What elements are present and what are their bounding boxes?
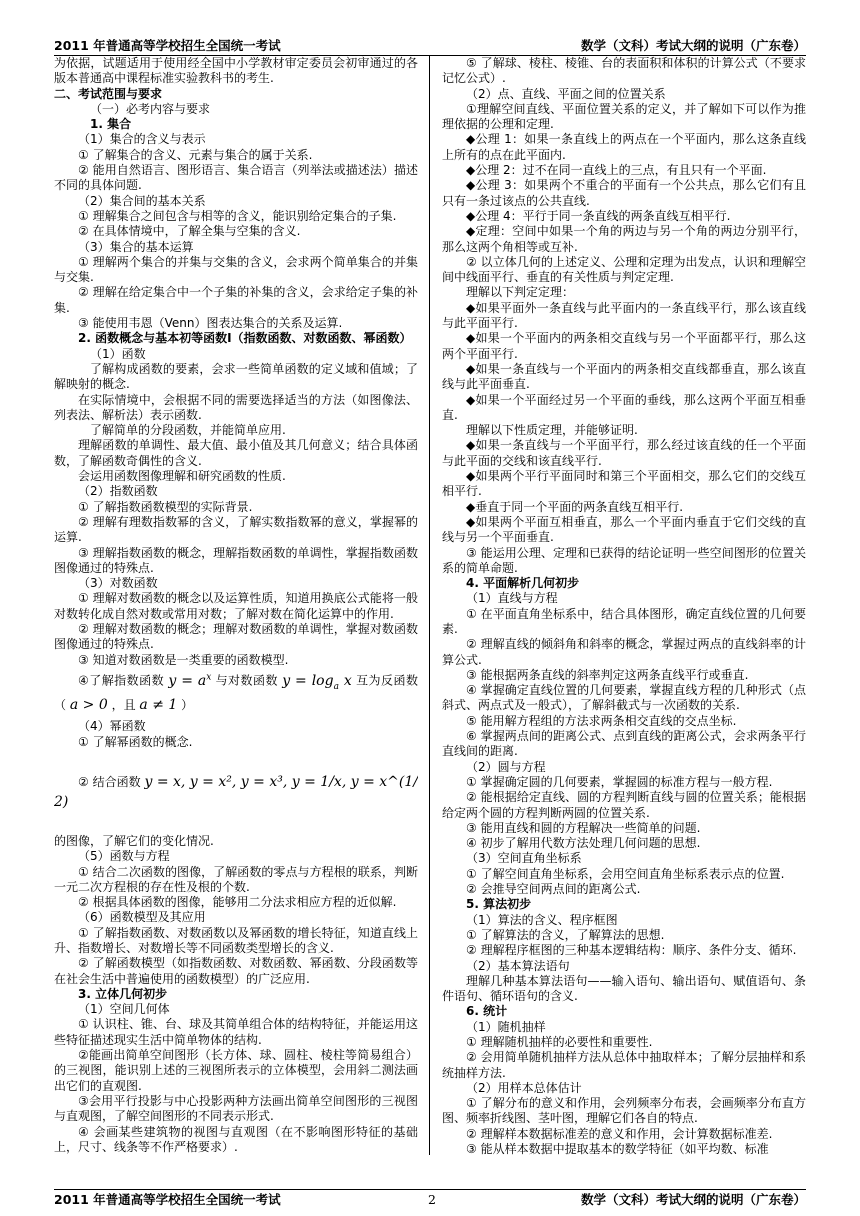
paragraph: ◆公理 2：过不在同一直线上的三点，有且只有一个平面.	[466, 163, 767, 178]
paragraph: ◆公理 4：平行于同一条直线的两条直线互相平行.	[466, 208, 731, 223]
header-left-title: 2011 年普通高等学校招生全国统一考试	[54, 38, 281, 53]
paragraph: ◆垂直于同一个平面的两条直线互相平行.	[466, 499, 684, 514]
paragraph: ② 根据具体函数的图像，能够用二分法求相应方程的近似解.	[78, 895, 397, 910]
section-heading: 二、考试范围与要求	[54, 86, 163, 101]
page-header	[54, 37, 806, 55]
formula-power-functions: y = x, y = x², y = x³, y = 1/x, y = x^(1/2)	[54, 773, 418, 810]
paragraph: ① 掌握确定圆的几何要素，掌握圆的标准方程与一般方程.	[466, 774, 773, 789]
paragraph: （1）空间几何体	[78, 1002, 170, 1017]
paragraph: ◆如果平面外一条直线与此平面内的一条直线平行，那么该直线与此平面平行.	[442, 300, 806, 331]
paragraph: （一）必考内容与要求	[90, 101, 211, 116]
paragraph: ◆定理：空间中如果一个角的两边与另一个角的两边分别平行，那么这两个角相等或互补.	[442, 224, 806, 254]
header-right-title: 数学（文科）考试大纲的说明（广东卷）	[580, 38, 806, 53]
right-column	[442, 56, 806, 1156]
paragraph: （1）随机抽样	[466, 1019, 546, 1034]
paragraph: ①理解空间直线、平面位置关系的定义，并了解如下可以作为推理依据的公理和定理.	[442, 101, 806, 132]
paragraph: 在实际情境中，会根据不同的需要选择适当的方法（如图像法、列表法、解析法）表示函数.	[54, 392, 418, 422]
paragraph: ① 了解指数函数、对数函数以及幂函数的增长特征，知道直线上升、指数增长、对数增长等不同函数类型增长的含义.	[54, 925, 418, 955]
paragraph: ② 理解在给定集合中一个子集的补集的含义，会求给定子集的补集.	[54, 285, 418, 315]
paragraph: ◆如果一条直线与一个平面平行，那么经过该直线的任一个平面与此平面的交线和该直线平行.	[442, 438, 806, 468]
paragraph: ⑤ 了解球、棱柱、棱锥、台的表面积和体积的计算公式（不要求记忆公式）.	[442, 56, 806, 86]
paragraph: ④ 掌握确定直线位置的几何要素，掌握直线方程的几种形式（点斜式、两点式及一般式），了解斜截式与一次函数的关系.	[442, 683, 806, 713]
paragraph: 理解几种基本算法语句——输入语句、输出语句、赋值语句、条件语句、循环语句的含义.	[442, 973, 806, 1004]
text-segment: 与对数函数	[215, 673, 278, 688]
footer-left-title: 2011 年普通高等学校招生全国统一考试	[54, 1192, 281, 1207]
paragraph: ③ 能从样本数据中提取基本的数学特征（如平均数、标准	[466, 1142, 769, 1156]
paragraph: ◆如果一个平面内的两条相交直线与另一个平面都平行，那么这两个平面平行.	[442, 331, 806, 361]
paragraph: ② 会推导空间两点间的距离公式.	[466, 882, 641, 897]
paragraph: 为依据，试题适用于使用经全国中小学教材审定委员会初审通过的各版本普通高中课程标准实验教科书的考生.	[54, 56, 418, 86]
paragraph: ② 会用简单随机抽样方法从总体中抽取样本；了解分层抽样和系统抽样方法.	[442, 1050, 806, 1080]
paragraph: ① 了解算法的含义，了解算法的思想.	[466, 927, 665, 942]
paragraph: ① 认识柱、锥、台、球及其简单组合体的结构特征，并能运用这些特征描述现实生活中简单物体的结构.	[54, 1017, 418, 1047]
paragraph-inverse-function	[54, 668, 418, 715]
formula-condition-not-one: a ≠ 1	[139, 697, 178, 714]
paragraph: ③会用平行投影与中心投影两种方法画出简单空间图形的三视图与直观图，了解空间图形的不同表示形式.	[54, 1093, 418, 1124]
text-segment: ，且	[111, 698, 136, 713]
paragraph: 了解构成函数的要素，会求一些简单函数的定义域和值域；了解映射的概念.	[54, 361, 418, 392]
section-heading: 5. 算法初步	[466, 897, 532, 912]
paragraph: （3）空间直角坐标系	[466, 851, 582, 866]
paragraph: ③ 理解指数函数的概念，理解指数函数的单调性，掌握指数函数图像通过的特殊点.	[54, 545, 418, 575]
paragraph: ◆如果两个平行平面同时和第三个平面相交，那么它们的交线互相平行.	[442, 469, 806, 499]
paragraph: （4）幂函数	[78, 719, 146, 734]
text-segment: ② 结合函数	[78, 774, 141, 789]
text-segment: 互为反函数（	[54, 673, 418, 713]
paragraph: ② 理解程序框图的三种基本逻辑结构：顺序、条件分支、循环.	[466, 943, 797, 958]
paragraph: ③ 知道对数函数是一类重要的函数模型.	[78, 652, 289, 667]
paragraph: ② 能用自然语言、图形语言、集合语言（列举法或描述法）描述不同的具体问题.	[54, 163, 418, 193]
paragraph: ② 能根据给定直线、圆的方程判断直线与圆的位置关系；能根据给定两个圆的方程判断两圆的位置关系.	[442, 790, 806, 820]
paragraph: ① 了解指数函数模型的实际背景.	[78, 499, 253, 514]
paragraph: ◆如果一个平面经过另一个平面的垂线，那么这两个平面互相垂直.	[442, 392, 806, 422]
formula-condition-positive: a > 0	[69, 697, 108, 714]
text-segment: ）	[181, 698, 194, 713]
section-heading: 3. 立体几何初步	[78, 986, 168, 1001]
section-heading: 6. 统计	[466, 1004, 508, 1019]
paragraph: （2）点、直线、平面之间的位置关系	[466, 86, 666, 101]
paragraph: ① 了解分布的意义和作用，会列频率分布表，会画频率分布直方图、频率折线图、茎叶图，理解它们各自的特点.	[442, 1096, 806, 1126]
paragraph: ③ 能运用公理、定理和已获得的结论证明一些空间图形的位置关系的简单命题.	[442, 545, 806, 575]
text-segment: ④了解指数函数	[78, 673, 165, 688]
paragraph: 理解以下判定定理：	[466, 285, 575, 300]
paragraph: （2）集合间的基本关系	[78, 193, 206, 208]
formula-logarithm: $y = \log_a x$	[282, 672, 352, 692]
paragraph: ② 在具体情境中，了解全集与空集的含义.	[78, 224, 301, 239]
paragraph: （1）集合的含义与表示	[78, 132, 206, 147]
paragraph: ③ 能使用韦恩（Venn）图表达集合的关系及运算.	[78, 316, 343, 331]
paragraph: （1）算法的含义、程序框图	[466, 912, 618, 927]
paragraph: ① 在平面直角坐标系中，结合具体图形，确定直线位置的几何要素.	[442, 606, 806, 636]
paragraph: ② 理解有理数指数幂的含义，了解实数指数幂的意义，掌握幂的运算.	[54, 514, 418, 545]
paragraph: ② 了解函数模型（如指数函数、对数函数、幂函数、分段函数等在社会生活中普遍使用的函数模型）的广泛应用.	[54, 956, 418, 986]
paragraph: ◆公理 3：如果两个不重合的平面有一个公共点，那么它们有且只有一条过该点的公共直线.	[442, 178, 806, 208]
paragraph: ① 理解对数函数的概念以及运算性质，知道用换底公式能将一般对数转化成自然对数或常用对数；了解对数在简化运算中的作用.	[54, 591, 418, 621]
footer-rule	[54, 1189, 806, 1190]
page-number: 2	[428, 1192, 436, 1207]
paragraph: ② 理解直线的倾斜角和斜率的概念，掌握过两点的直线斜率的计算公式.	[442, 637, 806, 667]
paragraph: ① 理解两个集合的并集与交集的含义，会求两个简单集合的并集与交集.	[54, 254, 418, 285]
paragraph: （2）指数函数	[78, 484, 158, 499]
paragraph: ① 了解集合的含义、元素与集合的属于关系.	[78, 147, 313, 162]
paragraph: ③ 能根据两条直线的斜率判定这两条直线平行或垂直.	[466, 667, 749, 682]
paragraph: ②能画出简单空间图形（长方体、球、圆柱、棱柱等简易组合）的三视图，能识别上述的三视图所表示的立体模型，会用斜二测法画出它们的直观图.	[54, 1048, 418, 1093]
paragraph: （5）函数与方程	[78, 849, 170, 864]
paragraph: ⑤ 能用解方程组的方法求两条相交直线的交点坐标.	[466, 713, 737, 728]
footer-right-title: 数学（文科）考试大纲的说明（广东卷）	[580, 1192, 806, 1207]
paragraph: ② 理解样本数据标准差的意义和作用，会计算数据标准差.	[466, 1126, 773, 1141]
left-column	[54, 56, 418, 1156]
section-heading: 2. 函数概念与基本初等函数Ⅰ（指数函数、对数函数、幂函数）	[78, 331, 412, 346]
paragraph: ① 结合二次函数的图像，了解函数的零点与方程根的联系，判断一元二次方程根的存在性及根的个数.	[54, 864, 418, 894]
paragraph: ◆如果两个平面互相垂直，那么一个平面内垂直于它们交线的直线与另一个平面垂直.	[442, 514, 806, 545]
paragraph: ⑥ 掌握两点间的距离公式、点到直线的距离公式，会求两条平行直线间的距离.	[442, 729, 806, 759]
paragraph: 了解简单的分段函数，并能简单应用.	[90, 423, 286, 438]
paragraph: 的图像，了解它们的变化情况.	[54, 833, 214, 848]
paragraph: ◆如果一条直线与一个平面内的两条相交直线都垂直，那么该直线与此平面垂直.	[442, 361, 806, 392]
paragraph: ◆公理 1：如果一条直线上的两点在一个平面内，那么这条直线上所有的点在此平面内.	[442, 132, 806, 162]
paragraph: 理解函数的单调性、最大值、最小值及其几何意义；结合具体函数，了解函数奇偶性的含义.	[54, 438, 418, 468]
paragraph-power-functions	[54, 772, 418, 812]
paragraph: ② 理解对数函数的概念；理解对数函数的单调性，掌握对数函数图像通过的特殊点.	[54, 621, 418, 652]
section-heading: 1. 集合	[90, 117, 132, 132]
section-heading: 4. 平面解析几何初步	[466, 576, 580, 591]
paragraph: 会运用函数图像理解和研究函数的性质.	[78, 469, 286, 484]
paragraph: （3）对数函数	[78, 576, 158, 591]
paragraph: ③ 能用直线和圆的方程解决一些简单的问题.	[466, 820, 701, 835]
paragraph: ④ 会画某些建筑物的视图与直观图（在不影响图形特征的基础上，尺寸、线条等不作严格要求）.	[54, 1124, 418, 1154]
column-divider	[429, 55, 430, 1155]
paragraph: （1）直线与方程	[466, 591, 558, 606]
paragraph: ② 以立体几何的上述定义、公理和定理为出发点，认识和理解空间中线面平行、垂直的有关性质与判定定理.	[442, 254, 806, 285]
paragraph: ① 理解集合之间包含与相等的含义，能识别给定集合的子集.	[78, 208, 397, 223]
paragraph: （2）用样本总体估计	[466, 1080, 582, 1095]
paragraph: 理解以下性质定理，并能够证明.	[466, 423, 638, 438]
paragraph: ④ 初步了解用代数方法处理几何问题的思想.	[466, 836, 701, 851]
paragraph: ① 了解空间直角坐标系，会用空间直角坐标系表示点的位置.	[466, 866, 785, 881]
paragraph: （3）集合的基本运算	[78, 239, 194, 254]
paragraph: （6）函数模型及其应用	[78, 910, 206, 925]
paragraph: ① 理解随机抽样的必要性和重要性.	[466, 1035, 653, 1049]
paragraph: （2）基本算法语句	[466, 958, 570, 973]
paragraph: （1）函数	[90, 346, 146, 361]
paragraph: ① 了解幂函数的概念.	[78, 734, 193, 749]
formula-exponential: $y = a^x$	[168, 671, 212, 689]
page-footer	[54, 1191, 806, 1209]
paragraph: （2）圆与方程	[466, 759, 546, 774]
